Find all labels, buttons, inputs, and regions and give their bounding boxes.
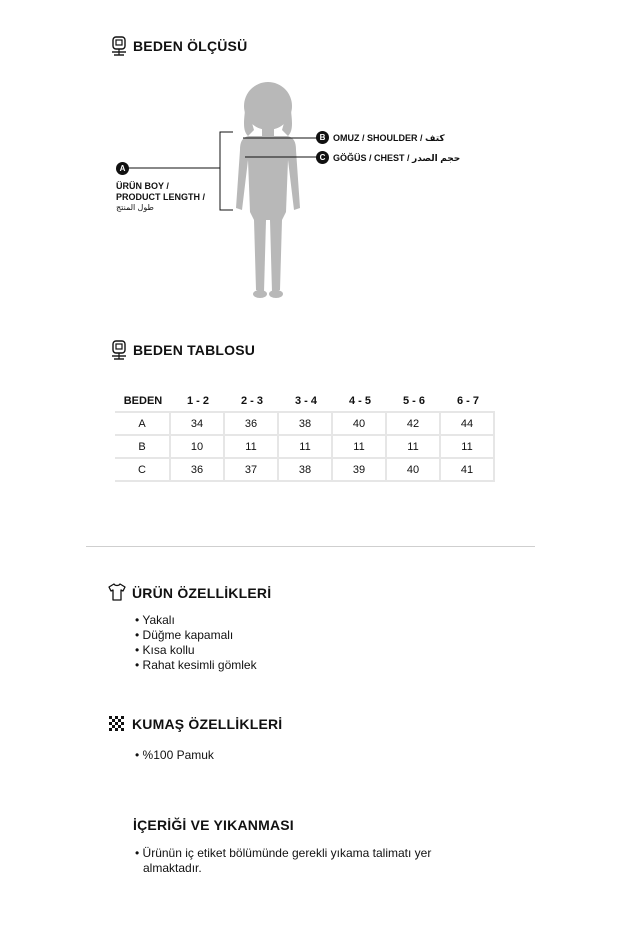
table-row	[115, 459, 495, 482]
sewing-machine-icon	[110, 35, 128, 57]
section-divider	[86, 546, 535, 547]
care-line-2: almaktadır.	[143, 861, 202, 875]
tshirt-icon	[108, 583, 126, 601]
table-row	[115, 411, 495, 436]
fabric-features-list	[135, 748, 214, 763]
table-cell: 40	[387, 459, 441, 482]
header-cell: 1 - 2	[186, 395, 209, 407]
table-cell: 11	[441, 436, 495, 459]
header-cell: 6 - 7	[456, 395, 479, 407]
table-cell: 38	[279, 411, 333, 436]
table-cell: 44	[441, 411, 495, 436]
size-table-header	[115, 391, 495, 411]
label-b-text: OMUZ / SHOULDER / كتف	[333, 133, 445, 143]
table-cell: B	[115, 436, 171, 459]
list-item: • Yakalı	[135, 613, 257, 628]
table-cell: 11	[279, 436, 333, 459]
table-cell: 40	[333, 411, 387, 436]
product-features-list	[135, 613, 257, 673]
table-cell: 39	[333, 459, 387, 482]
list-item: • Rahat kesimli gömlek	[135, 658, 257, 673]
header-cell: 4 - 5	[348, 395, 371, 407]
table-cell: 11	[333, 436, 387, 459]
size-table	[115, 391, 495, 482]
table-cell: 36	[171, 459, 225, 482]
header-cell: BEDEN	[123, 395, 163, 407]
table-cell: 42	[387, 411, 441, 436]
table-cell: 41	[441, 459, 495, 482]
table-cell: 36	[225, 411, 279, 436]
table-row	[115, 436, 495, 459]
table-cell: A	[115, 411, 171, 436]
sewing-machine-icon	[110, 339, 128, 361]
fabric-icon	[108, 715, 126, 733]
label-a-line3: طول المنتج	[116, 203, 154, 212]
badge-a: A	[116, 162, 129, 175]
list-item: • Kısa kollu	[135, 643, 257, 658]
table-cell: 37	[225, 459, 279, 482]
table-cell: 11	[225, 436, 279, 459]
table-cell: 34	[171, 411, 225, 436]
care-line-1: • Ürünün iç etiket bölümünde gerekli yıkama talimatı yer	[135, 846, 432, 860]
care-title: İÇERİĞİ VE YIKANMASI	[133, 817, 294, 833]
badge-b: B	[316, 131, 329, 144]
label-a-line2: PRODUCT LENGTH /	[116, 192, 205, 202]
fabric-features-title: KUMAŞ ÖZELLİKLERİ	[132, 716, 283, 732]
size-table-title: BEDEN TABLOSU	[133, 342, 256, 358]
table-cell: 10	[171, 436, 225, 459]
list-item: • %100 Pamuk	[135, 748, 214, 763]
product-features-title: ÜRÜN ÖZELLİKLERİ	[132, 585, 272, 601]
header-cell: 3 - 4	[294, 395, 317, 407]
header-cell: 5 - 6	[402, 395, 425, 407]
header-cell: 2 - 3	[240, 395, 263, 407]
table-cell: 38	[279, 459, 333, 482]
label-c-text: GÖĞÜS / CHEST / حجم الصدر	[333, 153, 461, 163]
list-item: • Düğme kapamalı	[135, 628, 257, 643]
care-text	[135, 846, 431, 876]
label-a-line1: ÜRÜN BOY /	[116, 181, 169, 191]
size-guide-title: BEDEN ÖLÇÜSÜ	[133, 38, 248, 54]
badge-c: C	[316, 151, 329, 164]
table-cell: C	[115, 459, 171, 482]
table-cell: 11	[387, 436, 441, 459]
